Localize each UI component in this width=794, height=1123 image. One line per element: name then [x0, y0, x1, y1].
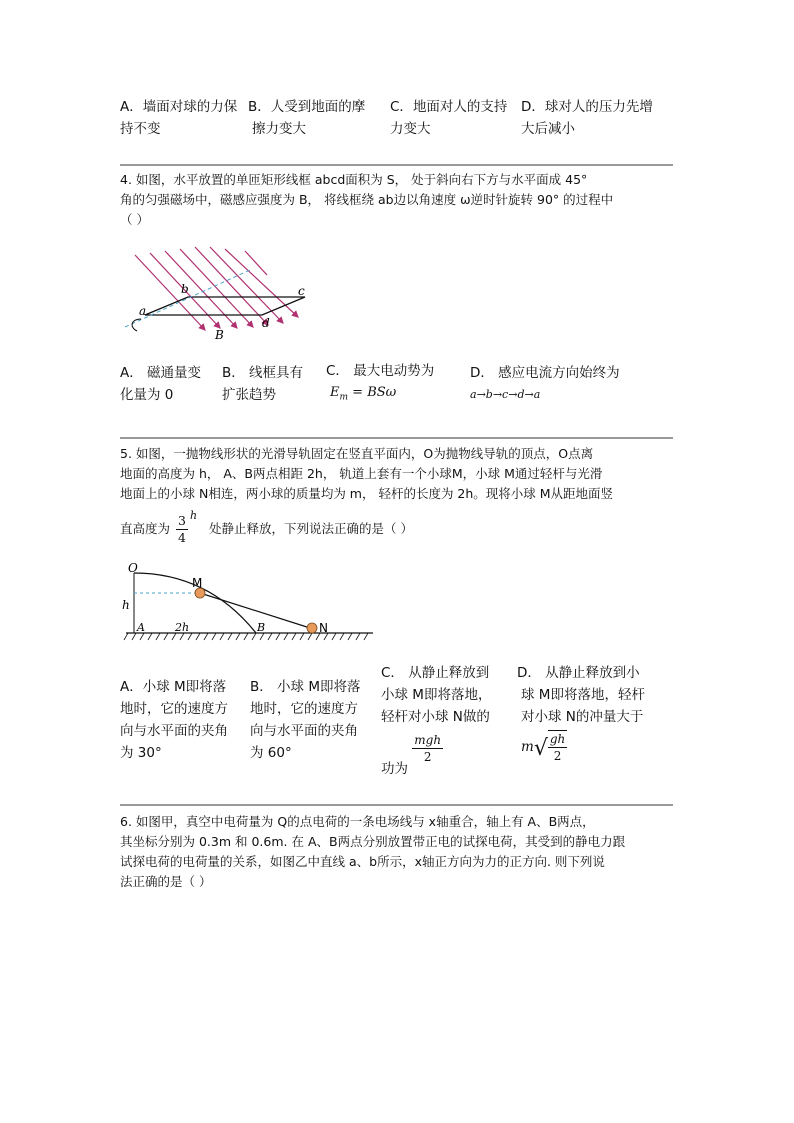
q4-option-a: A． 磁通量变 化量为 0	[120, 365, 202, 403]
label-M: M	[192, 576, 203, 590]
q5-option-b: B． 小球 M即将落 地时，它的速度方 向与水平面的夹角 为 60°	[250, 679, 361, 761]
q3-option-a: A．墙面对球的力保 持不变	[120, 99, 238, 137]
divider	[120, 437, 673, 439]
label-O: O	[128, 561, 138, 575]
q3-option-c: C．地面对人的支持 力变大	[390, 99, 508, 137]
q5-figure-parabola-track	[118, 560, 378, 645]
q5-option-c: C． 从静止释放到 小球 M即将落地， 轻杆对小球 N做的 功为 $\frac{\text{mgh}}{2}$	[381, 665, 492, 777]
label-d: d	[262, 316, 270, 330]
q5-option-a: A．小球 M即将落 地时，它的速度方 向与水平面的夹角 为 30°	[120, 679, 228, 761]
q3-option-b: B．人受到地面的摩 擦力变大	[248, 99, 366, 137]
label-A: A	[137, 621, 145, 634]
q4-option-b: B． 线框具有 扩张趋势	[222, 365, 304, 403]
q3-option-d: D．球对人的压力先增 大后减小	[521, 99, 653, 137]
label-N: N	[319, 621, 328, 635]
q4-figure-magnetic-field	[115, 245, 315, 345]
label-2h: 2h	[175, 621, 190, 634]
label-a: a	[139, 304, 147, 318]
label-B: B	[257, 621, 266, 634]
label-c: c	[298, 284, 305, 298]
q4-option-d: D． 感应电流方向始终为 a→b→c→d→a	[470, 365, 620, 401]
divider	[120, 804, 673, 806]
label-B: B	[215, 328, 224, 342]
q5-stem: 5. 如图，一抛物线形状的光滑导轨固定在竖直平面内，O为抛物线导轨的顶点，O点离 地面的高度为 h， A、B两点相距 2h， 轨道上套有一个小球M，小球 M通过轻杆与光滑 地面上的小球 N相连，两小球的质量均为 m， 轻杆的长度为 2h。现将小球 M从距地面竖 直高度为 $\frac{3}{4}$ h 处静止释放，下列说法正确的是（ ）	[120, 446, 614, 545]
q4-stem: 4. 如图，水平放置的单匝矩形线框 abcd面积为 S， 处于斜向右下方与水平面成 45° 角的匀强磁场中，磁感应强度为 B， 将线框绕 ab边以角速度 ω逆时针旋转 90° 的过程中 （ ）	[120, 172, 614, 227]
label-h: h	[122, 598, 130, 612]
q4-option-c: C． 最大电动势为 $E_m = BS\omega$	[326, 363, 435, 403]
q6-stem: 6. 如图甲，真空中电荷量为 Q的点电荷的一条电场线与 x轴重合，轴上有 A、B两点， 其坐标分别为 0.3m 和 0.6m. 在 A、B两点分别放置带正电的试探电荷，其受到的静电力跟 试探电荷的电荷量的关系，如图乙中直线 a、b所示，x轴正方向为力的正方向. 则下列说 法正确的是（ ）	[120, 814, 626, 889]
q5-option-d: D． 从静止释放到小 球 M即将落地，轻杆 对小球 N的冲量大于 m√ $\frac{gh}{2}$	[517, 665, 645, 763]
divider	[120, 164, 673, 166]
label-b: b	[181, 282, 189, 296]
